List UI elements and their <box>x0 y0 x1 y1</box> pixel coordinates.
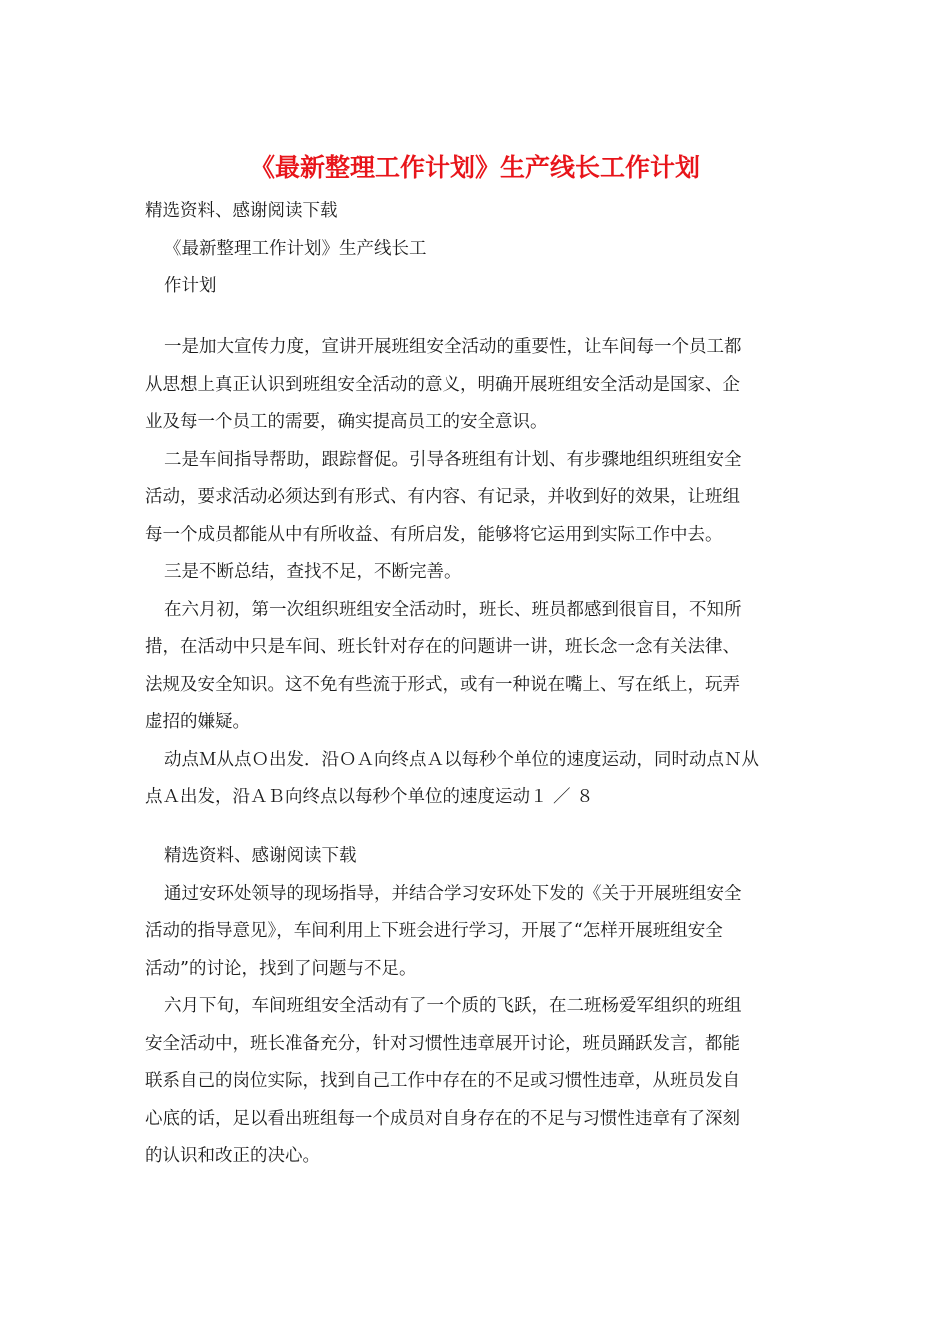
paragraph-line: 一是加大宣传力度，宣讲开展班组安全活动的重要性，让车间每一个员工都 <box>164 337 742 357</box>
header-note: 精选资料、感谢阅读下载 <box>145 201 338 221</box>
paragraph-line: 虚招的嫌疑。 <box>145 712 250 732</box>
paragraph <box>145 329 805 442</box>
paragraph-line: 的认识和改正的决心。 <box>145 1146 320 1166</box>
paragraph-line: 二是车间指导帮助，跟踪督促。引导各班组有计划、有步骤地组织班组安全 <box>164 449 742 470</box>
header-block <box>145 193 805 306</box>
body-block-page-2 <box>145 838 805 1176</box>
paragraph <box>145 876 805 989</box>
paragraph <box>145 554 805 592</box>
document-title: 《最新整理工作计划》生产线长工作计划 <box>249 153 700 182</box>
paragraph-line: 心底的话，足以看出班组每一个成员对自身存在的不足与习惯性违章有了深刻 <box>145 1108 740 1129</box>
paragraph-line: 业及每一个员工的需要，确实提高员工的安全意识。 <box>145 412 548 432</box>
paragraph-line: 六月下旬，车间班组安全活动有了一个质的飞跃，在二班杨爱军组织的班组 <box>164 996 742 1016</box>
subtitle-line-2: 作计划 <box>164 276 217 296</box>
paragraph-line: 通过安环处领导的现场指导，并结合学习安环处下发的《关于开展班组安全 <box>164 883 742 904</box>
paragraph-line: 点Ａ出发，沿ＡＢ向终点以每秒个单位的速度运动１ ／ ８ <box>145 787 594 807</box>
body-block-page-1 <box>145 329 805 817</box>
paragraph-line: 安全活动中，班长准备充分，针对习惯性违章展开讨论，班员踊跃发言，都能 <box>145 1033 740 1054</box>
paragraph <box>145 442 805 555</box>
paragraph-line: 动点Ｍ从点Ｏ出发．沿ＯＡ向终点Ａ以每秒个单位的速度运动，同时动点Ｎ从 <box>164 749 759 770</box>
paragraph-line: 从思想上真正认识到班组安全活动的意义，明确开展班组安全活动是国家、企 <box>145 374 740 395</box>
paragraph-line: 活动的指导意见》，车间利用上下班会进行学习，开展了“怎样开展班组安全 <box>145 921 723 941</box>
paragraph <box>145 592 805 742</box>
paragraph-line: 活动”的讨论，找到了问题与不足。 <box>145 958 417 979</box>
subtitle-line-1: 《最新整理工作计划》生产线长工 <box>164 238 427 259</box>
paragraph <box>145 988 805 1176</box>
paragraph-line: 措，在活动中只是车间、班长针对存在的问题讲一讲，班长念一念有关法律、 <box>145 637 740 657</box>
paragraph <box>145 742 805 817</box>
page2-header-note: 精选资料、感谢阅读下载 <box>164 846 357 866</box>
paragraph-line: 法规及安全知识。这不免有些流于形式，或有一种说在嘴上、写在纸上，玩弄 <box>145 674 740 695</box>
paragraph-line: 每一个成员都能从中有所收益、有所启发，能够将它运用到实际工作中去。 <box>145 524 723 545</box>
paragraph-line: 三是不断总结，查找不足，不断完善。 <box>164 562 462 582</box>
paragraph-line: 联系自己的岗位实际，找到自己工作中存在的不足或习惯性违章，从班员发自 <box>145 1071 740 1091</box>
paragraph-line: 在六月初，第一次组织班组安全活动时，班长、班员都感到很盲目，不知所 <box>164 599 742 620</box>
paragraph-line: 活动，要求活动必须达到有形式、有内容、有记录，并收到好的效果，让班组 <box>145 487 740 507</box>
